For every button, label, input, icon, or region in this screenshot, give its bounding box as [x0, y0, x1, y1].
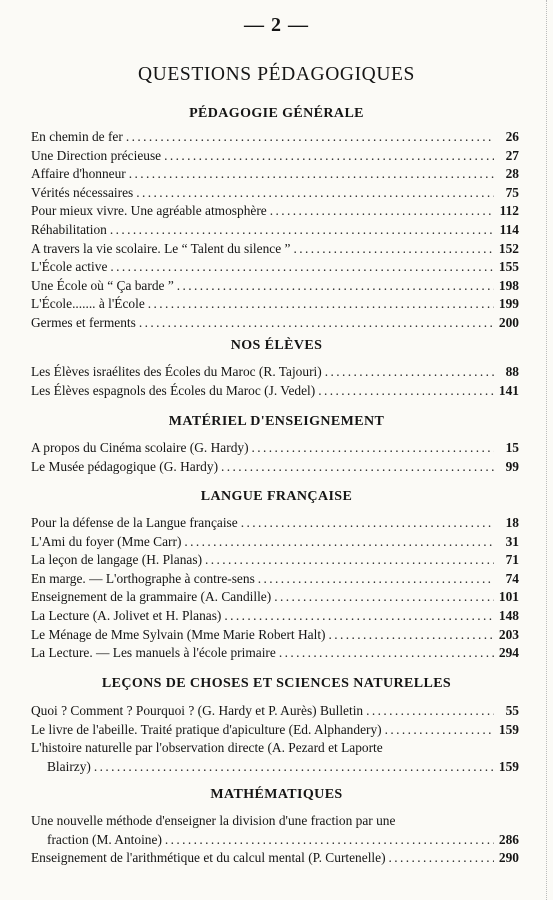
entry-page: 99 — [505, 458, 519, 474]
entry-page: 198 — [498, 277, 519, 293]
entry-page: 101 — [498, 589, 519, 605]
dot-leader — [274, 588, 494, 607]
entry-page: 152 — [498, 240, 519, 256]
entry-title: Les Élèves israélites des Écoles du Maroc (R. Tajouri) — [31, 364, 322, 379]
toc-entry-two-line — [31, 739, 519, 776]
entry-title: Les Élèves espagnols des Écoles du Maroc (J. Vedel) — [31, 382, 316, 398]
toc-entry — [31, 147, 519, 166]
section-entries-lecons-de-choses — [31, 702, 519, 776]
toc-entry — [31, 240, 519, 259]
dot-leader — [385, 721, 494, 740]
entry-title: L'École....... à l'École — [31, 296, 145, 312]
entry-page: 27 — [505, 147, 519, 163]
entry-title: Vérités nécessaires — [31, 184, 134, 200]
entry-page: 199 — [498, 296, 519, 312]
entry-title: Pour mieux vivre. Une agréable atmosphère — [31, 203, 267, 219]
entry-title: L'Ami du foyer (Mme Carr) — [31, 533, 182, 549]
toc-entry — [31, 128, 519, 147]
toc-entry — [31, 258, 519, 277]
entry-title: Une Direction précieuse — [31, 147, 162, 163]
entry-title: En marge. — L'orthographe à contre-sens — [31, 570, 255, 586]
toc-entry — [31, 314, 519, 333]
entry-page: 286 — [498, 831, 519, 847]
toc-entry — [31, 607, 519, 626]
entry-title: La Lecture. — Les manuels à l'école primaire — [31, 645, 276, 661]
dot-leader — [325, 363, 494, 382]
toc-entry — [31, 721, 519, 740]
entry-page: 71 — [505, 552, 519, 568]
entry-page: 28 — [505, 166, 519, 182]
page-number: — 2 — — [244, 14, 309, 36]
entry-page: 15 — [505, 440, 519, 455]
dot-leader — [148, 295, 494, 314]
section-heading-pedagogie-generale: PÉDAGOGIE GÉNÉRALE — [189, 106, 364, 121]
section-heading-langue-francaise: LANGUE FRANÇAISE — [200, 489, 353, 504]
entry-title-continued: fraction (M. Antoine) — [47, 831, 162, 847]
entry-page: 159 — [498, 758, 519, 774]
entry-page: 112 — [499, 203, 519, 219]
toc-entry — [31, 382, 519, 401]
entry-title: Enseignement de l'arithmétique et du calcul mental (P. Curtenelle) — [31, 850, 386, 866]
entry-title: Une École où “ Ça barde ” — [31, 277, 174, 293]
dot-leader — [136, 184, 494, 203]
entry-page: 148 — [498, 607, 519, 623]
entry-title: Pour la défense de la Langue française — [31, 515, 238, 530]
entry-title: Le livre de l'abeille. Traité pratique d'apiculture (Ed. Alphandery) — [31, 721, 382, 737]
entry-title: Enseignement de la grammaire (A. Candille) — [31, 589, 272, 605]
entry-title: Affaire d'honneur — [31, 166, 126, 182]
entry-title: Le Musée pédagogique (G. Hardy) — [31, 458, 219, 474]
section-heading-mathematiques: MATHÉMATIQUES — [210, 787, 343, 802]
dot-leader — [329, 626, 494, 645]
toc-entry — [31, 570, 519, 589]
entry-title: A propos du Cinéma scolaire (G. Hardy) — [31, 440, 249, 455]
section-heading-materiel: MATÉRIEL D'ENSEIGNEMENT — [168, 414, 385, 429]
dot-leader — [252, 439, 494, 458]
dot-leader — [110, 221, 494, 240]
entry-page: 55 — [505, 703, 519, 718]
entry-title: Le Ménage de Mme Sylvain (Mme Marie Robert Halt) — [31, 626, 326, 642]
entry-title: La leçon de langage (H. Planas) — [31, 552, 203, 568]
dot-leader — [164, 147, 494, 166]
entry-page: 290 — [498, 850, 519, 866]
toc-entry — [31, 551, 519, 570]
toc-entry — [31, 514, 519, 533]
dot-leader — [184, 533, 494, 552]
section-heading-nos-eleves: NOS ÉLÈVES — [230, 338, 323, 353]
entry-page: 18 — [505, 515, 519, 530]
entry-page: 141 — [498, 382, 519, 398]
toc-entry — [31, 588, 519, 607]
entry-page: 203 — [498, 626, 519, 642]
section-entries-langue-francaise — [31, 514, 519, 663]
entry-title-continued: Blairzy) — [47, 758, 91, 774]
toc-entry — [31, 439, 519, 458]
dot-leader — [126, 128, 494, 147]
toc-entry — [31, 363, 519, 382]
toc-entry — [31, 202, 519, 221]
entry-page: 26 — [505, 129, 519, 144]
entry-page: 200 — [498, 314, 519, 330]
toc-entry — [31, 184, 519, 203]
dot-leader — [270, 202, 494, 221]
dot-leader — [258, 570, 494, 589]
entry-title: Quoi ? Comment ? Pourquoi ? (G. Hardy et P. Aurès) Bulletin — [31, 703, 364, 718]
toc-entry — [31, 277, 519, 296]
dot-leader — [94, 758, 494, 777]
toc-entry — [31, 644, 519, 663]
entry-title: L'histoire naturelle par l'observation directe (A. Pezard et Laporte — [31, 740, 383, 756]
dot-leader — [318, 382, 494, 401]
entry-title: Une nouvelle méthode d'enseigner la division d'une fraction par une — [31, 813, 396, 828]
toc-entry — [31, 533, 519, 552]
section-entries-pedagogie-generale — [31, 128, 519, 333]
dot-leader — [177, 277, 494, 296]
dot-leader — [139, 314, 494, 333]
section-entries-mathematiques — [31, 812, 519, 868]
dot-leader — [221, 458, 494, 477]
entry-page: 88 — [505, 364, 519, 379]
dot-leader — [241, 514, 494, 533]
section-heading-lecons-de-choses: LEÇONS DE CHOSES ET SCIENCES NATURELLES — [101, 676, 452, 691]
entry-title: A travers la vie scolaire. Le “ Talent du silence ” — [31, 240, 291, 256]
toc-entry-two-line — [31, 812, 519, 849]
toc-entry — [31, 626, 519, 645]
dot-leader — [165, 831, 494, 850]
dot-leader — [110, 258, 494, 277]
toc-entry — [31, 458, 519, 477]
dot-leader — [389, 849, 494, 868]
toc-entry — [31, 221, 519, 240]
entry-title: Réhabilitation — [31, 221, 107, 237]
dot-leader — [129, 165, 494, 184]
page-title: QUESTIONS PÉDAGOGIQUES — [138, 64, 415, 85]
toc-entry — [31, 849, 519, 868]
entry-page: 294 — [498, 645, 519, 661]
entry-page: 75 — [505, 184, 519, 200]
entry-page: 155 — [498, 259, 519, 275]
entry-title: La Lecture (A. Jolivet et H. Planas) — [31, 607, 222, 623]
section-entries-nos-eleves — [31, 363, 519, 400]
entry-title: En chemin de fer — [31, 129, 123, 144]
section-entries-materiel — [31, 439, 519, 476]
entry-title: L'École active — [31, 259, 108, 275]
toc-entry — [31, 295, 519, 314]
dot-leader — [366, 702, 494, 721]
dot-leader — [205, 551, 494, 570]
entry-page: 74 — [505, 570, 519, 586]
page-edge-mark — [546, 0, 553, 900]
entry-page: 114 — [499, 221, 519, 237]
entry-page: 159 — [498, 721, 519, 737]
entry-page: 31 — [505, 533, 519, 549]
dot-leader — [279, 644, 494, 663]
entry-title: Germes et ferments — [31, 314, 136, 330]
toc-entry — [31, 702, 519, 721]
dot-leader — [293, 240, 494, 259]
toc-entry — [31, 165, 519, 184]
dot-leader — [224, 607, 494, 626]
